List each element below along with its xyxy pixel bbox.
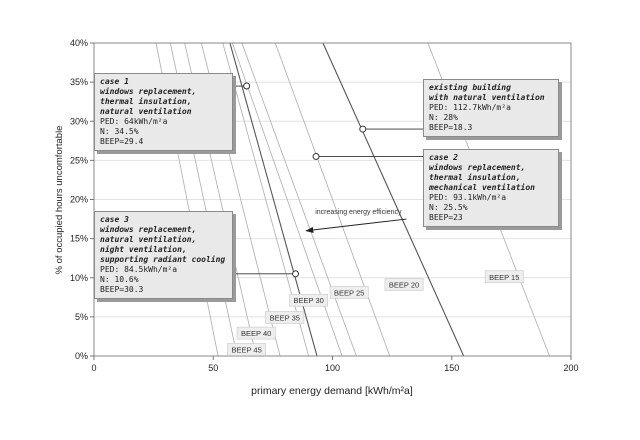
case3-title-1: case 3 [100, 215, 129, 224]
y-tick-label: 0% [74, 351, 88, 361]
case3-box [94, 211, 233, 299]
case2-n: N: 25.5% [429, 203, 468, 212]
existing-n: N: 28% [429, 113, 458, 122]
case-point [313, 153, 319, 159]
case1-box [94, 73, 233, 151]
x-tick-label: 100 [324, 363, 341, 373]
existing-title-1: existing building [429, 83, 511, 92]
existing-beep: BEEP=18.3 [429, 123, 473, 132]
case3-title-3: natural ventilation, [100, 235, 197, 244]
case1-title-2: windows replacement, [100, 87, 197, 96]
y-tick-label: 30% [69, 116, 88, 127]
x-tick-label: 0 [91, 363, 97, 373]
case1-title-1: case 1 [100, 77, 129, 86]
y-tick-label: 5% [74, 311, 88, 322]
x-tick-label: 200 [563, 363, 579, 373]
case-point [244, 83, 250, 89]
beep-labels [228, 271, 524, 356]
y-axis-label: % of occupied hours uncomfortable [54, 125, 65, 275]
arrow-label: increasing energy efficiency [315, 209, 402, 217]
y-tick-label: 10% [69, 272, 88, 283]
beep-label: BEEP 45 [231, 345, 262, 355]
case2-title-2: windows replacement, [429, 163, 526, 172]
beep-label: BEEP 30 [293, 296, 324, 306]
case3-n: N: 10.6% [100, 275, 139, 284]
beep-label: BEEP 25 [334, 288, 365, 298]
case2-box [423, 149, 559, 227]
case-points [244, 83, 366, 277]
case-point [360, 126, 366, 132]
y-tick-label: 20% [69, 194, 88, 205]
case1-n: N: 34.5% [100, 127, 139, 136]
case2-title-1: case 2 [429, 153, 458, 162]
beep-label: BEEP 20 [388, 280, 420, 290]
existing-building-box [423, 79, 559, 137]
beep-label: BEEP 40 [241, 329, 272, 339]
case1-beep: BEEP=29.4 [100, 137, 144, 146]
case2-title-4: mechanical ventilation [429, 183, 535, 192]
y-tick-label: 15% [69, 233, 88, 244]
case1-title-4: natural ventilation [100, 107, 192, 116]
y-tick-label: 40% [69, 38, 88, 48]
leader-lines [221, 86, 423, 274]
efficiency-arrow [306, 209, 406, 231]
y-tick-label: 35% [69, 77, 88, 88]
case2-title-3: thermal insulation, [429, 173, 521, 182]
x-axis-label: primary energy demand [kWh/m²a] [251, 385, 413, 397]
x-tick-label: 50 [208, 363, 219, 373]
case3-title-5: supporting radiant cooling [100, 255, 226, 264]
existing-ped: PED: 112.7kWh/m²a [429, 103, 511, 112]
case3-ped: PED: 84.5kWh/m²a [100, 265, 178, 274]
x-tick-label: 150 [444, 363, 460, 373]
case3-title-4: night ventilation, [100, 245, 187, 254]
case3-title-2: windows replacement, [100, 225, 197, 234]
beep-label: BEEP 15 [489, 272, 520, 282]
case2-ped: PED: 93.1kWh/m²a [429, 193, 507, 202]
existing-title-2: with natural ventilation [429, 93, 545, 102]
arrow-line [306, 219, 406, 231]
case3-beep: BEEP=30.3 [100, 285, 144, 294]
case-point [293, 271, 299, 277]
y-tick-label: 25% [69, 155, 88, 166]
case1-ped: PED: 64kWh/m²a [100, 117, 168, 126]
case1-title-3: thermal insulation, [100, 97, 192, 106]
case2-beep: BEEP=23 [429, 213, 463, 222]
beep-label: BEEP 35 [269, 313, 300, 323]
